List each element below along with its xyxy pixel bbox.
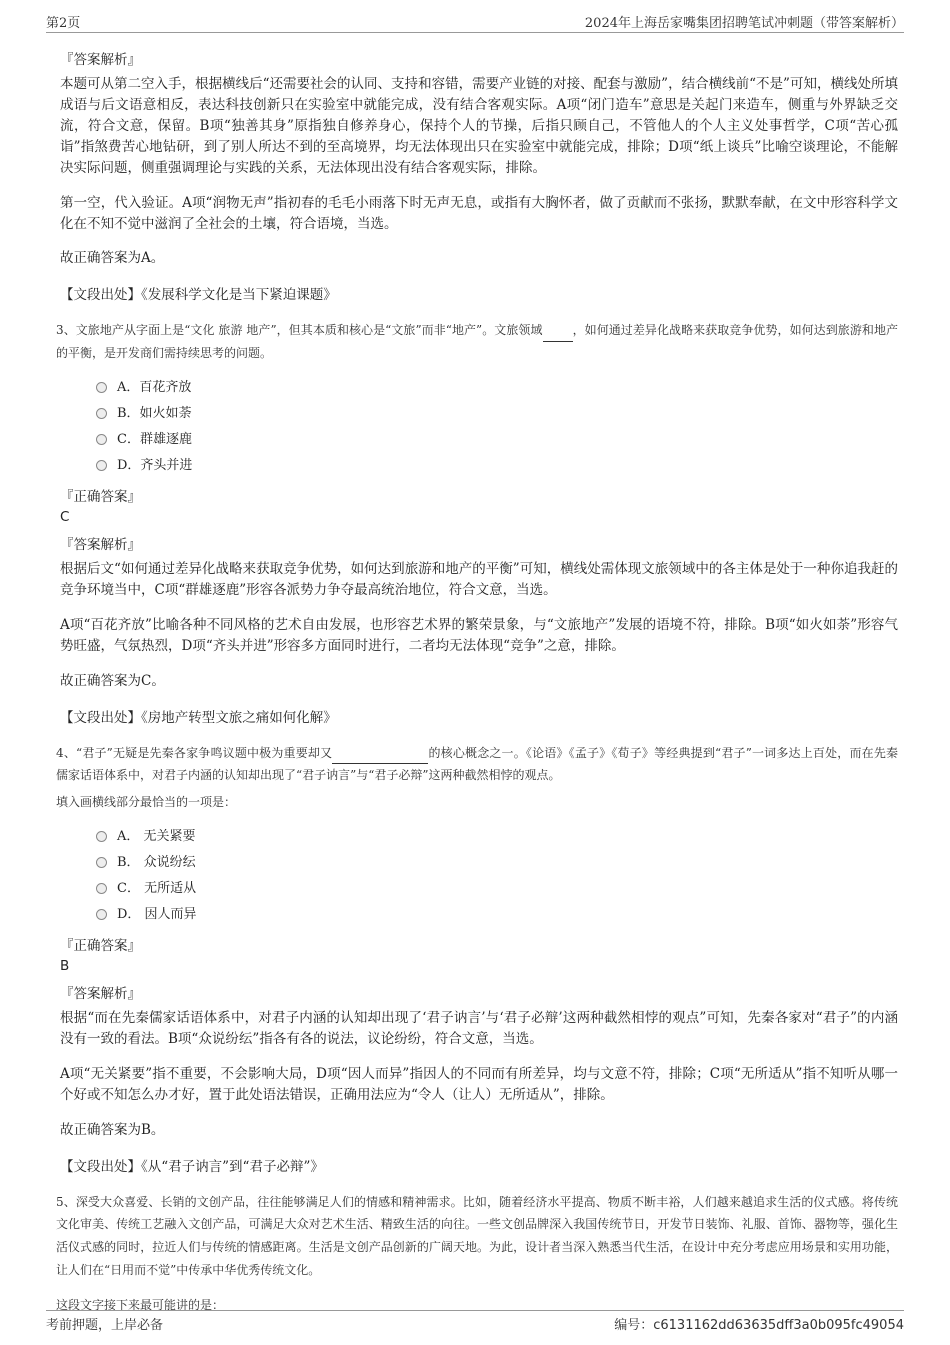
page-footer: [46, 1314, 904, 1334]
header-divider: [46, 32, 904, 33]
radio-icon[interactable]: [96, 460, 107, 471]
source-citation: 【文段出处】《从“君子讷言”到“君子必辩”》: [60, 1158, 324, 1175]
option-c[interactable]: C．群雄逐鹿: [96, 427, 898, 453]
option-b[interactable]: B． 众说纷纭: [96, 850, 898, 876]
question-5-stem: 5、深受大众喜爱、长销的文创产品，往往能够满足人们的情感和精神需求。比如，随着经济水平提高、物质不断丰裕，人们越来越追求生活的仪式感。将传统文化审美、传统工艺融入文创产品，可满足大众对艺术生活、精致生活的向往。一些文创品牌深入我国传统节日，开发节日装饰、礼服、首饰、器物等，强化生活仪式感的同时，拉近人们与传统的情感距离。生活是文创产品创新的广阔天地。为此，设计者当深入熟悉当代生活，在设计中充分考虑应用场景和实用功能，让人们在“日用而不觉”中传承中华优秀传统文化。: [56, 1194, 898, 1277]
answer-blank: [543, 327, 573, 342]
radio-icon[interactable]: [96, 857, 107, 868]
analysis-label: 『答案解析』: [60, 985, 141, 1002]
answer-blank: [332, 749, 428, 764]
document-title: 2024年上海岳家嘴集团招聘笔试冲刺题（带答案解析）: [584, 16, 904, 31]
analysis-paragraph: 第一空，代入验证。A项“润物无声”指初春的毛毛小雨落下时无声无息，或指有大胸怀者，做了贡献而不张扬，默默奉献，在文中形容科学文化在不知不觉中滋润了全社会的土壤，符合语境，当选。: [60, 194, 898, 232]
radio-icon[interactable]: [96, 909, 107, 920]
radio-icon[interactable]: [96, 408, 107, 419]
analysis-label: 『答案解析』: [60, 52, 141, 68]
analysis-label: 『答案解析』: [60, 536, 141, 553]
question-3-options: [96, 375, 898, 479]
option-b[interactable]: B．如火如荼: [96, 401, 898, 427]
correct-answer: C: [60, 508, 70, 525]
question-4-stem: 4、“君子”无疑是先秦各家争鸣议题中极为重要却又 的核心概念之一。《论语》《孟子》《荀子》等经典提到“君子”一词多达上百处，而在先秦儒家话语体系中，对君子内涵的认知却出现了“君子讷言”与“君子必辩”这两种截然相悖的观点。: [56, 745, 899, 783]
analysis-paragraph: A项“无关紧要”指不重要，不会影响大局，D项“因人而异”指因人的不同而有所差异，均与文意不符，排除；C项“无所适从”指不知听从哪一个好或不知怎么办才好，置于此处语法错误，正确用法应为“令人（让人）无所适从”，排除。: [60, 1065, 898, 1103]
option-c[interactable]: C． 无所适从: [96, 876, 898, 902]
option-d[interactable]: D． 因人而异: [96, 902, 898, 928]
document-code: 编号：c6131162dd63635dff3a0b095fc49054: [614, 1318, 904, 1333]
radio-icon[interactable]: [96, 434, 107, 445]
option-a[interactable]: A． 无关紧要: [96, 824, 898, 850]
option-a[interactable]: A．百花齐放: [96, 375, 898, 401]
analysis-paragraph: A项“百花齐放”比喻各种不同风格的艺术自由发展，也形容艺术界的繁荣景象，与“文旅地产”发展的语境不符，排除。B项“如火如荼”形容气势旺盛，气氛热烈，D项“齐头并进”形容多方面同时进行，二者均无法体现“竞争”之意，排除。: [60, 616, 898, 654]
correct-answer: B: [60, 957, 70, 974]
footer-slogan: 考前押题，上岸必备: [46, 1318, 164, 1333]
option-d[interactable]: D．齐头并进: [96, 453, 898, 479]
source-citation: 【文段出处】《发展科学文化是当下紧迫课题》: [60, 287, 337, 304]
source-citation: 【文段出处】《房地产转型文旅之痛如何化解》: [60, 709, 337, 726]
question-3-stem: 3、文旅地产从字面上是“文化 旅游 地产”，但其本质和核心是“文旅”而非“地产”。文旅领域 ，如何通过差异化战略来获取竞争优势，如何达到旅游和地产的平衡，是开发商们需持续思考的问题。: [56, 323, 898, 361]
radio-icon[interactable]: [96, 883, 107, 894]
analysis-paragraph: 根据后文“如何通过差异化战略来获取竞争优势，如何达到旅游和地产的平衡”可知，横线处需体现文旅领域中的各主体是处于一种你追我赶的竞争环境当中，C项“群雄逐鹿”形容各派势力争夺最高统治地位，符合文意，当选。: [60, 560, 898, 598]
analysis-paragraph: 根据“而在先秦儒家话语体系中，对君子内涵的认知却出现了‘君子讷言’与‘君子必辩’这两种截然相悖的观点”可知，先秦各家对“君子”的内涵没有一致的看法。B项“众说纷纭”指各有各的说法，议论纷纷，符合文意，当选。: [60, 1009, 898, 1047]
conclusion: 故正确答案为A。: [60, 250, 165, 267]
page-header: [46, 12, 904, 32]
question-4-options: [96, 824, 898, 928]
page-number: 第2页: [46, 16, 81, 31]
analysis-paragraph: 本题可从第二空入手，根据横线后“还需要社会的认同、支持和容错，需要产业链的对接、配套与激励”，结合横线前“不是”可知，横线处所填成语与后文语意相反，表达科技创新只在实验室中就能完成，没有结合客观实际。A项“闭门造车”意思是关起门来造车，侧重与外界缺乏交流，符合文意，保留。B项“独善其身”原指独自修养身心，保持个人的节操，后指只顾自己，不管他人的个人主义处事哲学，C项“苦心孤诣”指煞费苦心地钻研，到了别人所达不到的至高境界，均无法体现出只在实验室中就能完成，排除；D项“纸上谈兵”比喻空谈理论，不能解决实际问题，侧重强调理论与实践的关系，无法体现出没有结合客观实际，排除。: [60, 76, 898, 176]
footer-divider: [46, 1310, 904, 1311]
question-4-prompt: 填入画横线部分最恰当的一项是：: [56, 795, 237, 810]
answer-label: 『正确答案』: [60, 488, 141, 505]
radio-icon[interactable]: [96, 831, 107, 842]
answer-label: 『正确答案』: [60, 937, 141, 954]
conclusion: 故正确答案为B。: [60, 1121, 165, 1138]
radio-icon[interactable]: [96, 382, 107, 393]
conclusion: 故正确答案为C。: [60, 672, 165, 689]
question-5-prompt: 这段文字接下来最可能讲的是：: [56, 1297, 225, 1312]
document-body: [56, 40, 898, 1327]
